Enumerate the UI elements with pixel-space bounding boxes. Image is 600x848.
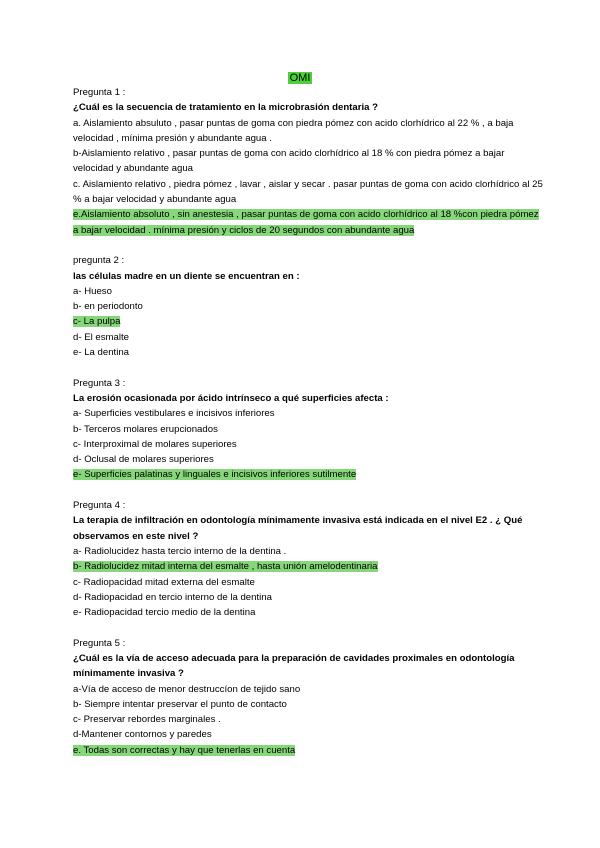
option-b xyxy=(73,422,543,437)
option-b xyxy=(73,299,543,314)
option-c xyxy=(73,437,543,452)
question-text: ¿Cuál es la secuencia de tratamiento en la microbrasión dentaria ? xyxy=(73,102,378,114)
option-d xyxy=(73,590,543,605)
option-text: e- Superficies palatinas y linguales e incisivos inferiores sutilmente xyxy=(73,469,357,481)
option-e xyxy=(73,605,543,620)
option-a xyxy=(73,544,543,559)
option-text: d-Mantener contornos y paredes xyxy=(73,729,212,741)
questions-list xyxy=(73,85,543,773)
option-d xyxy=(73,452,543,467)
question-label: Pregunta 5 : xyxy=(73,637,126,649)
option-text: d- Radiopacidad en tercio interno de la dentina xyxy=(73,591,272,603)
option-text: a- Superficies vestibulares e incisivos inferiores xyxy=(73,408,275,420)
option-text: c- La pulpa xyxy=(73,316,121,328)
option-c xyxy=(73,712,543,727)
option-e xyxy=(73,345,543,360)
question-3 xyxy=(73,376,543,483)
option-text: e.Aislamiento absoluto , sin anestesia , pasar puntas de goma con acido clorhídrico al 18 %con piedra pómez a bajar velocidad . mínima presión y ciclos de 20 segundos con abundante agua xyxy=(73,209,539,236)
option-text: e. Todas son correctas y hay que tenerlas en cuenta xyxy=(73,744,296,756)
option-text: c- Preservar rebordes marginales . xyxy=(73,714,221,726)
option-e-correct xyxy=(73,207,543,238)
option-text: e- Radiopacidad tercio medio de la dentina xyxy=(73,607,256,619)
question-label: pregunta 2 : xyxy=(73,255,125,267)
option-text: b- Siempre intentar preservar el punto de contacto xyxy=(73,698,287,710)
option-a xyxy=(73,116,543,147)
question-1 xyxy=(73,85,543,238)
option-b xyxy=(73,146,543,177)
option-text: d- El esmalte xyxy=(73,331,129,343)
option-text: b- Radiolucidez mitad interna del esmalte , hasta unión amelodentinaria xyxy=(73,561,378,573)
option-text: e- La dentina xyxy=(73,347,130,359)
option-c xyxy=(73,575,543,590)
question-4 xyxy=(73,498,543,620)
option-text: c- Radiopacidad mitad externa del esmalte xyxy=(73,576,255,588)
option-text: b- en periodonto xyxy=(73,301,143,313)
option-e-correct xyxy=(73,467,543,482)
option-text: a-Vía de acceso de menor destruccíon de tejido sano xyxy=(73,683,301,695)
option-text: d- Oclusal de molares superiores xyxy=(73,454,214,466)
option-a xyxy=(73,682,543,697)
option-b-correct xyxy=(73,559,543,574)
option-c xyxy=(73,177,543,208)
document-title xyxy=(0,71,600,85)
option-text: b-Aislamiento relativo , pasar puntas de goma con acido clorhídrico al 18 % con piedra pómez a bajar velocidad y abundante agua xyxy=(73,148,505,175)
question-label: Pregunta 1 : xyxy=(73,87,126,98)
option-e-correct xyxy=(73,743,543,758)
option-c-correct xyxy=(73,314,543,329)
question-text: ¿Cuál es la vía de acceso adecuada para la preparación de cavidades proximales en odontología mínimamente invasiva ? xyxy=(73,652,515,680)
option-a xyxy=(73,284,543,299)
option-text: b- Terceros molares erupcionados xyxy=(73,423,218,435)
option-a xyxy=(73,406,543,421)
option-text: a- Radiolucidez hasta tercio interno de la dentina . xyxy=(73,545,287,557)
option-text: c- Interproximal de molares superiores xyxy=(73,438,237,450)
option-d xyxy=(73,727,543,742)
question-text: La terapia de infiltración en odontología mínimamente invasiva está indicada en el nivel E2 . ¿ Qué observamos en este nivel ? xyxy=(73,515,523,542)
question-2 xyxy=(73,253,543,360)
question-5 xyxy=(73,636,543,758)
question-label: Pregunta 3 : xyxy=(73,377,126,389)
option-text: c. Aislamiento relativo , piedra pómez , lavar , aislar y secar . pasar puntas de goma con acido clorhídrico al 25 % a bajar velocidad y abundante agua xyxy=(73,178,543,206)
title-text: OMI xyxy=(289,72,311,84)
question-text: La erosión ocasionada por ácido intrínseco a qué superficies afecta : xyxy=(73,392,389,404)
question-label: Pregunta 4 : xyxy=(73,500,126,512)
option-d xyxy=(73,330,543,345)
question-text: las células madre en un diente se encuentran en : xyxy=(73,270,300,282)
option-b xyxy=(73,697,543,712)
option-text: a- Hueso xyxy=(73,285,112,297)
option-text: a. Aislamiento absuluto , pasar puntas de goma con piedra pómez con acido clorhídrico al 22 % , a baja velocidad , mínima presión y abundante agua . xyxy=(73,117,514,144)
